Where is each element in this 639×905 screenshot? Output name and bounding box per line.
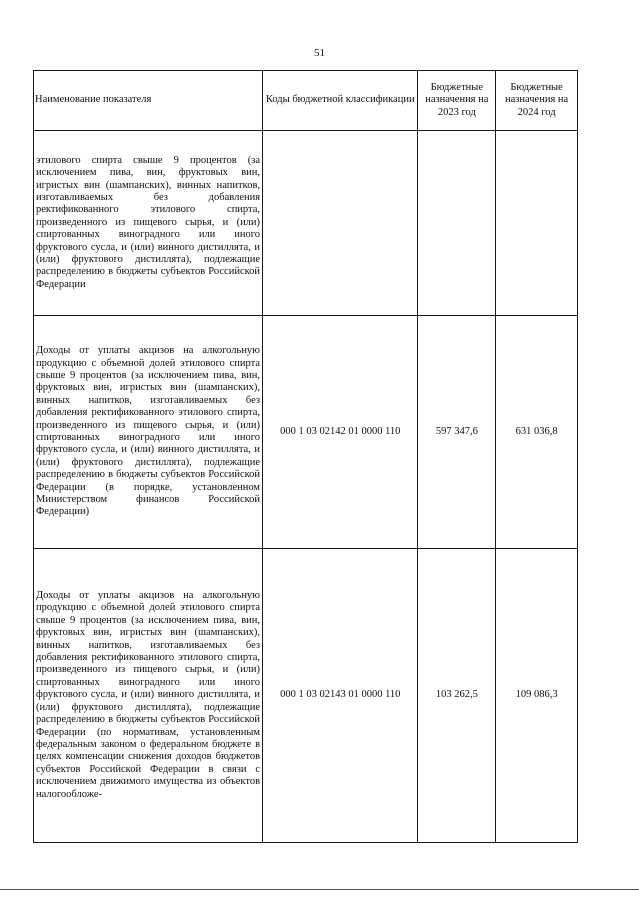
row-name: этилового спирта свыше 9 процентов (за исключением пива, вин, фруктовых вин, игристых вин (шампанских), винных напитков, изготавливаемых без добавления ректификованного этилового спирта, произведенного из пищевого сырья, и (или) спиртованных виноградного или иного фруктового сусла, и (или) винного дистиллята, и (или) фруктового дистиллята), подлежащие распределению в бюджеты субъектов Российской Федерации xyxy=(34,131,263,316)
table-row xyxy=(34,131,578,316)
row-code xyxy=(263,131,418,316)
row-name: Доходы от уплаты акцизов на алкогольную продукцию с объемной долей этилового спирта свыше 9 процентов (за исключением пива, вин, фруктовых вин, игристых вин (шампанских), винных напитков, изготавливаемых без добавления ректификованного этилового спирта, произведенного из пищевого сырья, и (или) спиртованных виноградного или иного фруктового сусла, и (или) винного дистиллята, и (или) фруктового дистиллята), подлежащие распределению в бюджеты субъектов Российской Федерации (по нормативам, установленным федеральным законом о федеральном бюджете в целях компенсации снижения доходов бюджетов субъектов Российской Федерации в связи с исключением движимого имущества из объектов налогообложе- xyxy=(34,549,263,843)
row-budget-2024: 631 036,8 xyxy=(496,316,578,549)
row-budget-2023 xyxy=(418,131,496,316)
header-name: Наименование показателя xyxy=(34,71,263,131)
row-budget-2024: 109 086,3 xyxy=(496,549,578,843)
page-bottom-rule xyxy=(0,889,639,890)
budget-table xyxy=(33,70,578,843)
table-header-row xyxy=(34,71,578,131)
header-code: Коды бюджетной классификации xyxy=(263,71,418,131)
row-name: Доходы от уплаты акцизов на алкогольную продукцию с объемной долей этилового спирта свыше 9 процентов (за исключением пива, вин, фруктовых вин, игристых вин (шампанских), винных напитков, изготавливаемых без добавления ректификованного этилового спирта, произведенного из пищевого сырья, и (или) спиртованных виноградного или иного фруктового сусла, и (или) винного дистиллята, и (или) фруктового дистиллята), подлежащие распределению в бюджеты субъектов Российской Федерации (в порядке, установленном Министерством финансов Российской Федерации) xyxy=(34,316,263,549)
page-number: 51 xyxy=(314,47,325,59)
row-code: 000 1 03 02142 01 0000 110 xyxy=(263,316,418,549)
header-budget-2023: Бюджетные назначения на 2023 год xyxy=(418,71,496,131)
row-budget-2023: 103 262,5 xyxy=(418,549,496,843)
row-budget-2023: 597 347,6 xyxy=(418,316,496,549)
row-budget-2024 xyxy=(496,131,578,316)
header-budget-2024: Бюджетные назначения на 2024 год xyxy=(496,71,578,131)
table-row xyxy=(34,316,578,549)
table-row xyxy=(34,549,578,843)
row-code: 000 1 03 02143 01 0000 110 xyxy=(263,549,418,843)
